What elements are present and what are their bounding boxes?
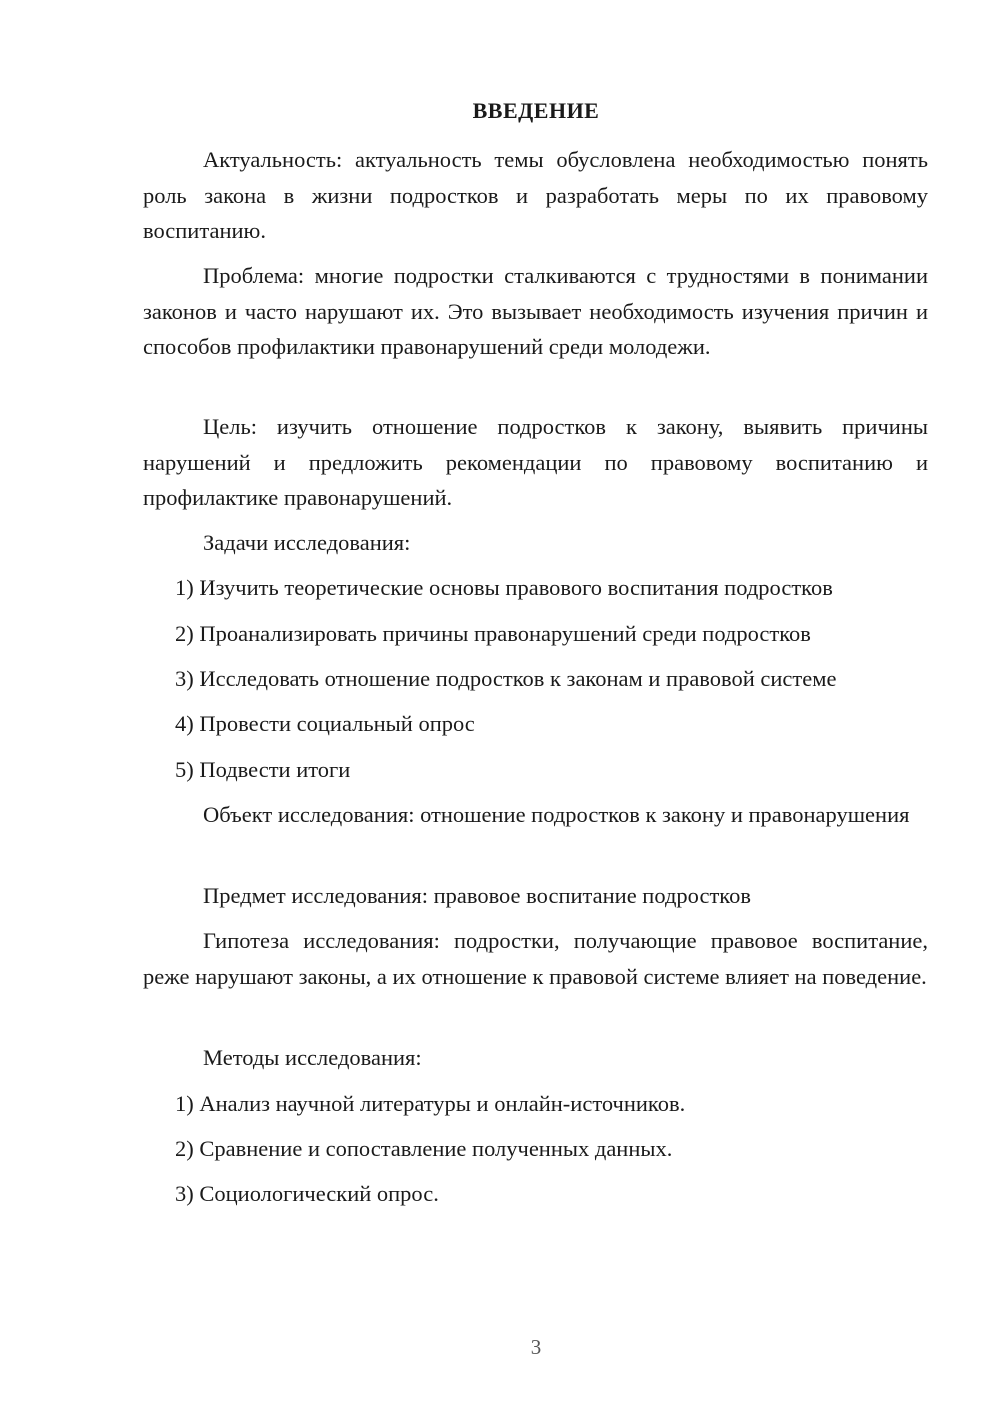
hypothesis-paragraph: Гипотеза исследования: подростки, получающие правовое воспитание, реже нарушают законы, а их отношение к правовой системе влияет на поведение. [143, 928, 928, 989]
task-item: 4) Провести социальный опрос [175, 711, 475, 736]
task-item: 5) Подвести итоги [175, 757, 351, 782]
method-item: 3) Социологический опрос. [175, 1181, 439, 1206]
page-number: 3 [530, 1335, 542, 1359]
task-item: 1) Изучить теоретические основы правового воспитания подростков [175, 575, 833, 600]
problem-paragraph: Проблема: многие подростки сталкиваются с трудностями в понимании законов и часто нарушают их. Это вызывает необходимость изучения причин и способов профилактики правонарушений среди молодежи. [143, 263, 928, 359]
task-item: 3) Исследовать отношение подростков к законам и правовой системе [175, 666, 837, 691]
page-title: ВВЕДЕНИЕ [472, 98, 600, 123]
relevance-paragraph: Актуальность: актуальность темы обусловлена необходимостью понять роль закона в жизни подростков и разработать меры по их правовому воспитанию. [143, 147, 928, 243]
goal-paragraph: Цель: изучить отношение подростков к закону, выявить причины нарушений и предложить рекомендации по правовому воспитанию и профилактике правонарушений. [143, 414, 928, 510]
method-item: 2) Сравнение и сопоставление полученных данных. [175, 1136, 673, 1161]
object-paragraph: Объект исследования: отношение подростков к закону и правонарушения [203, 802, 910, 827]
tasks-heading: Задачи исследования: [203, 530, 411, 555]
method-item: 1) Анализ научной литературы и онлайн-источников. [175, 1091, 686, 1116]
subject-paragraph: Предмет исследования: правовое воспитание подростков [203, 883, 751, 908]
task-item: 2) Проанализировать причины правонарушений среди подростков [175, 621, 811, 646]
methods-heading: Методы исследования: [203, 1045, 422, 1070]
